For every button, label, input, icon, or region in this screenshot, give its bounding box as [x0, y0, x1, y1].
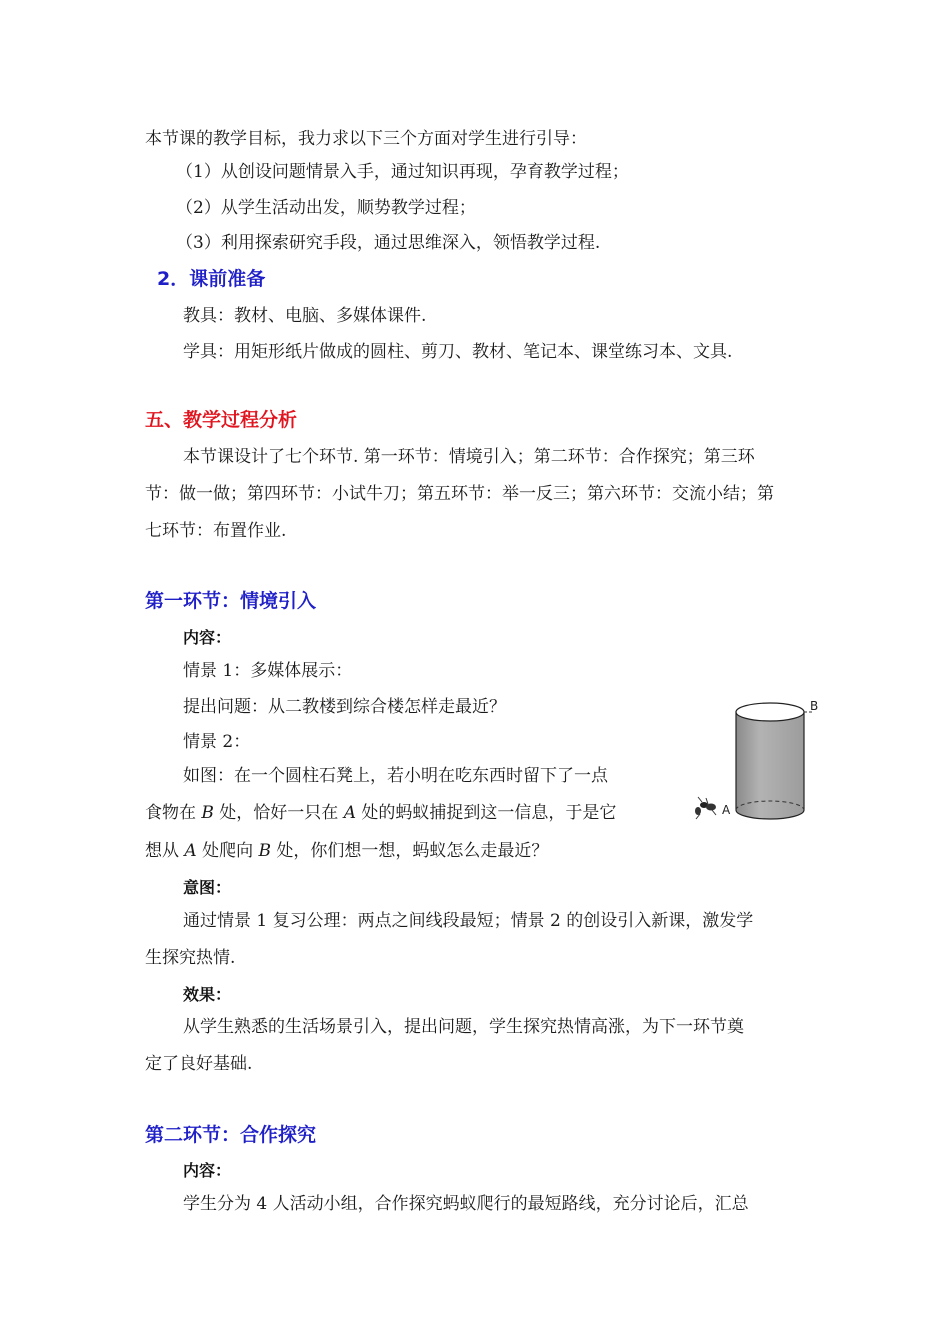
cylinder-body	[736, 712, 804, 819]
stage1-effect-1: 从学生熟悉的生活场景引入，提出问题，学生探究热情高涨，为下一环节奠	[183, 1017, 744, 1037]
stage2-heading: 第二环节：合作探究	[145, 1124, 317, 1146]
cylinder-figure	[690, 690, 830, 835]
point-b-text: B	[810, 699, 819, 713]
stage1-heading: 第一环节：情境引入	[145, 590, 317, 612]
cylinder-diagram	[690, 690, 830, 835]
stage1-desc-1: 如图：在一个圆柱石凳上，若小明在吃东西时留下了一点	[183, 766, 608, 786]
text: 想从	[145, 841, 185, 861]
process-line-2: 节：做一做；第四环节：小试牛刀；第五环节：举一反三；第六环节：交流小结；第	[145, 484, 774, 504]
goals-item-2: （2）从学生活动出发，顺势教学过程；	[176, 198, 476, 218]
text: 食物在	[145, 803, 202, 823]
goals-item-1: （1）从创设问题情景入手，通过知识再现，孕育教学过程；	[176, 162, 629, 182]
stage1-intent-1: 通过情景 1 复习公理：两点之间线段最短；情景 2 的创设引入新课，激发学	[183, 911, 754, 931]
ant-icon	[695, 797, 716, 819]
stage1-content-label: 内容：	[183, 628, 232, 647]
goals-item-3: （3）利用探索研究手段，通过思维深入，领悟教学过程.	[176, 233, 601, 253]
text: 处爬向	[196, 841, 259, 861]
stage2-content-label: 内容：	[183, 1161, 232, 1180]
prep-heading: 2．课前准备	[157, 268, 266, 290]
text: 处的蚂蚁捕捉到这一信息，于是它	[356, 803, 617, 823]
stage1-scene-2: 情景 2：	[183, 732, 251, 752]
stage1-question: 提出问题：从二教楼到综合楼怎样走最近？	[183, 697, 506, 717]
stage2-text-1: 学生分为 4 人活动小组，合作探究蚂蚁爬行的最短路线，充分讨论后，汇总	[183, 1194, 749, 1214]
point-b-label: B	[258, 841, 271, 861]
point-a-label: A	[343, 803, 356, 823]
stage1-effect-label: 效果：	[183, 985, 232, 1004]
text: 处，你们想一想，蚂蚁怎么走最近？	[271, 841, 549, 861]
stage1-effect-2: 定了良好基础.	[145, 1054, 253, 1074]
process-heading: 五、教学过程分析	[145, 409, 298, 431]
stage1-intent-label: 意图：	[183, 878, 232, 897]
stage1-intent-2: 生探究热情.	[145, 948, 236, 968]
process-line-1: 本节课设计了七个环节. 第一环节：情境引入；第二环节：合作探究；第三环	[183, 447, 755, 467]
cylinder-top	[736, 703, 804, 721]
goals-intro: 本节课的教学目标，我力求以下三个方面对学生进行引导：	[145, 129, 587, 149]
process-line-3: 七环节：布置作业.	[145, 521, 287, 541]
point-b-label: B	[201, 803, 214, 823]
prep-student-tools: 学具：用矩形纸片做成的圆柱、剪刀、教材、笔记本、课堂练习本、文具.	[183, 342, 733, 362]
stage1-scene-1: 情景 1：多媒体展示：	[183, 661, 353, 681]
stage1-desc-3	[145, 840, 810, 862]
point-a-label: A	[184, 841, 197, 861]
prep-teacher-tools: 教具：教材、电脑、多媒体课件.	[183, 306, 427, 326]
text: 处，恰好一只在	[213, 803, 344, 823]
point-a-text: A	[722, 803, 731, 817]
